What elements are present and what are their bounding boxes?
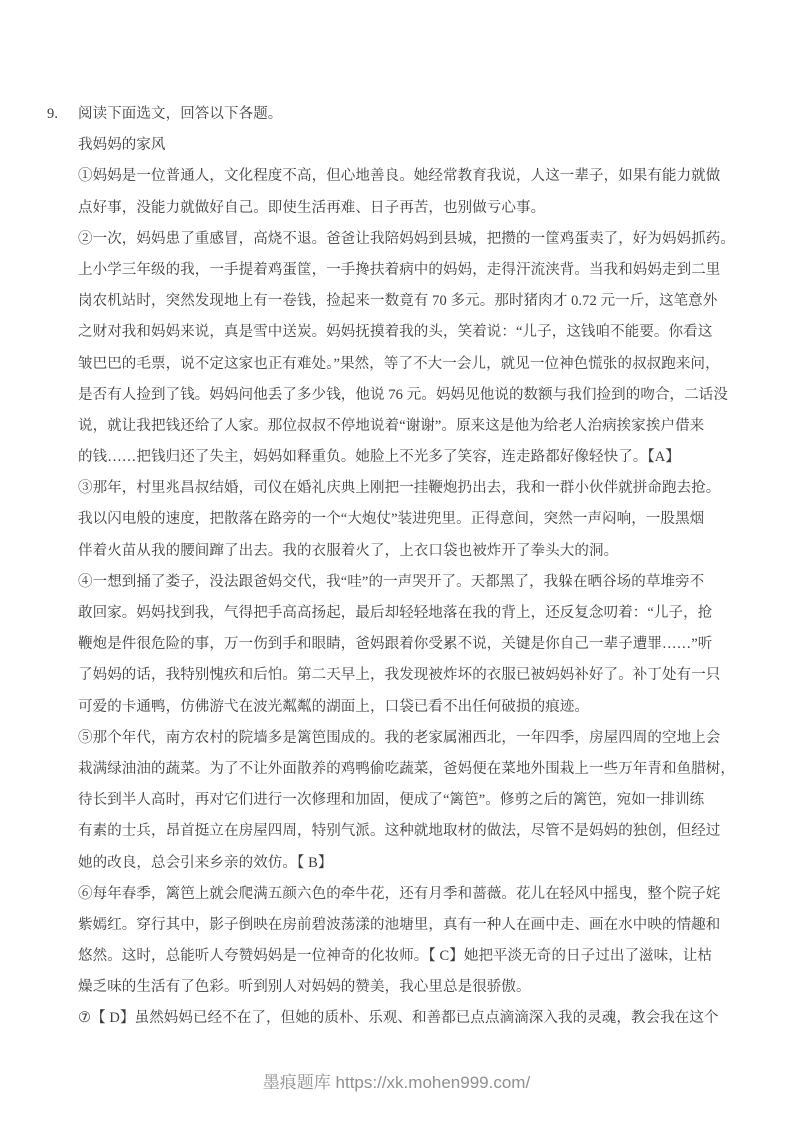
paragraph-line: ④一想到捅了娄子，没法跟爸妈交代，我“哇”的一声哭开了。天都黑了，我躲在晒谷场的草堆旁不 bbox=[78, 573, 705, 590]
paragraph-line: 鞭炮是件很危险的事，万一伤到手和眼睛，爸妈跟着你受累不说，关键是你自己一辈子遭罪……”听 bbox=[78, 636, 713, 653]
paragraph-line: ⑦【 D】虽然妈妈已经不在了，但她的质朴、乐观、和善都已点点滴滴深入我的灵魂，教会我在这个 bbox=[78, 1010, 719, 1027]
paragraph-line: 紫嫣红。穿行其中，影子倒映在房前碧波荡漾的池塘里，真有一种人在画中走、画在水中映的情趣和 bbox=[78, 916, 721, 933]
paragraph-line: ⑥每年春季，篱笆上就会爬满五颜六色的牵牛花，还有月季和蔷薇。花儿在轻风中摇曳，整个院子姹 bbox=[78, 885, 721, 902]
passage-column bbox=[47, 99, 743, 1035]
paragraph-line: 岗农机站时，突然发现地上有一卷钱，捡起来一数竟有 70 多元。那时猪肉才 0.72 元一斤，这笔意外 bbox=[78, 293, 718, 310]
paragraph-line: 说，就让我把钱还给了人家。那位叔叔不停地说着“谢谢”。原来这是他为给老人治病挨家挨户借来 bbox=[78, 417, 705, 434]
footer-site-url: https://xk.mohen999.com/ bbox=[335, 1073, 531, 1092]
paragraph-line: 她的改良，总会引来乡亲的效仿。【 B】 bbox=[78, 854, 333, 871]
paragraph bbox=[78, 1003, 743, 1034]
paragraph-line: 是否有人捡到了钱。妈妈问他丢了多少钱，他说 76 元。妈妈见他说的数额与我们捡到的吻合，二话没 bbox=[78, 386, 728, 403]
question-number: 9. bbox=[47, 106, 59, 122]
paragraph-line: ①妈妈是一位普通人，文化程度不高，但心地善良。她经常教育我说，人这一辈子，如果有能力就做 bbox=[78, 168, 721, 185]
paragraph-line: ②一次，妈妈患了重感冒，高烧不退。爸爸让我陪妈妈到县城，把攒的一筐鸡蛋卖了，好为妈妈抓药。 bbox=[78, 230, 735, 247]
paragraph bbox=[78, 161, 743, 223]
paragraph-line: 有素的士兵，昂首挺立在房屋四周，特别气派。这种就地取材的做法，尽管不是妈妈的独创，但经过 bbox=[78, 823, 721, 840]
paragraph bbox=[78, 879, 743, 1004]
paragraph-line: 点好事，没能力就做好自己。即使生活再难、日子再苦，也别做亏心事。 bbox=[78, 199, 546, 216]
paragraph-line: 栽满绿油油的蔬菜。为了不让外面散养的鸡鸭偷吃蔬菜，爸妈便在菜地外围栽上一些万年青和鱼腊树， bbox=[78, 760, 735, 777]
paragraph-line: 之财对我和妈妈来说，真是雪中送炭。妈妈抚摸着我的头，笑着说：“儿子，这钱咱不能要。你看这 bbox=[78, 324, 713, 341]
paragraph-line: 上小学三年级的我，一手提着鸡蛋筐，一手搀扶着病中的妈妈，走得汗流浃背。当我和妈妈走到二里 bbox=[78, 261, 721, 278]
paragraph-line: 敢回家。妈妈找到我，气得把手高高扬起，最后却轻轻地落在我的背上，还反复念叨着：“儿子，抢 bbox=[78, 605, 713, 621]
paragraph bbox=[78, 723, 743, 879]
paragraph-line: ③那年，村里兆昌叔结婚，司仪在婚礼庆典上刚把一挂鞭炮扔出去，我和一群小伙伴就拼命跑去抢。 bbox=[78, 480, 721, 497]
paragraph-line: 伴着火苗从我的腰间蹿了出去。我的衣服着火了，上衣口袋也被炸开了拳头大的洞。 bbox=[78, 542, 619, 559]
footer-site-name: 墨痕题库 bbox=[262, 1073, 331, 1092]
paragraph bbox=[78, 224, 743, 474]
paragraph-line: 待长到半人高时，再对它们进行一次修理和加固，便成了“篱笆”。修剪之后的篱笆，宛如一排训练 bbox=[78, 792, 705, 809]
page-footer bbox=[0, 1068, 793, 1093]
paragraph bbox=[78, 567, 743, 723]
paragraph-line: 燥乏味的生活有了色彩。听到别人对妈妈的赞美，我心里总是很骄傲。 bbox=[78, 979, 531, 996]
question-block bbox=[47, 99, 743, 130]
passage-body bbox=[78, 161, 743, 1034]
paragraph-line: 可爱的卡通鸭，仿佛游弋在波光粼粼的湖面上，口袋已看不出任何破损的痕迹。 bbox=[78, 698, 589, 715]
paragraph-line: 了妈妈的话，我特别愧疚和后怕。第二天早上，我发现被炸坏的衣服已被妈妈补好了。补丁处有一只 bbox=[78, 667, 721, 684]
paragraph bbox=[78, 473, 743, 567]
passage-title: 我妈妈的家风 bbox=[78, 137, 166, 154]
paragraph-line: 皱巴巴的毛票，说不定这家也正有难处。”果然，等了不大一会儿，就见一位神色慌张的叔叔跑来问， bbox=[78, 355, 720, 372]
paragraph-line: 的钱……把钱归还了失主，妈妈如释重负。她脸上不光多了笑容，连走路都好像轻快了。【A】 bbox=[78, 449, 680, 466]
paragraph-line: 我以闪电般的速度，把散落在路旁的一个“大炮仗”装进兜里。正得意间，突然一声闷响，一股黑烟 bbox=[78, 511, 705, 528]
question-prompt: 阅读下面选文，回答以下各题。 bbox=[78, 106, 283, 122]
paragraph-line: 悠然。这时，总能听人夸赞妈妈是一位神奇的化妆师。【 C】她把平淡无奇的日子过出了滋味，让枯 bbox=[78, 948, 713, 965]
paragraph-line: ⑤那个年代，南方农村的院墙多是篱笆围成的。我的老家属湘西北，一年四季，房屋四周的空地上会 bbox=[78, 729, 721, 746]
